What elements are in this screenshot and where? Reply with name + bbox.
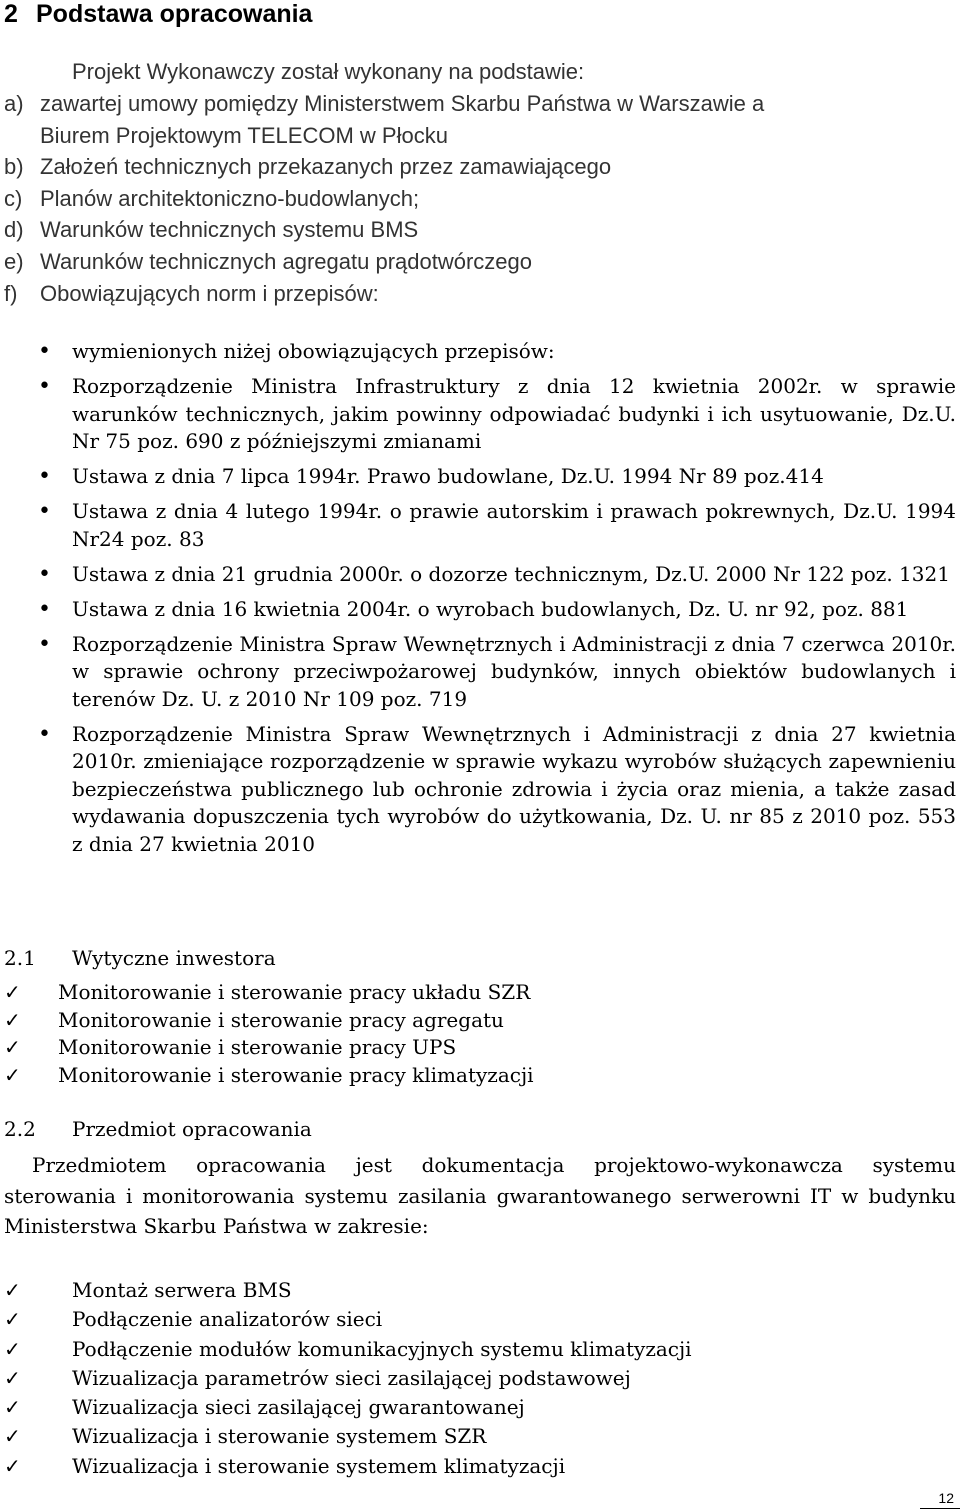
basis-list — [4, 88, 954, 309]
checkmark-icon: ✓ — [4, 1007, 21, 1032]
checkmark-icon: ✓ — [4, 1307, 21, 1332]
item-text: Wizualizacja sieci zasilającej gwarantowanej — [72, 1395, 525, 1420]
item-label — [4, 120, 40, 152]
checkmark-icon: ✓ — [4, 1062, 21, 1087]
item-label: c) — [4, 185, 23, 211]
subsection-number: 2.1 — [4, 946, 36, 970]
item-text: Wizualizacja parametrów sieci zasilającej podstawowej — [72, 1365, 631, 1390]
page-number: 12 — [938, 1490, 954, 1506]
regulation-item: • Rozporządzenie Ministra Spraw Wewnętrznych i Administracji z dnia 27 kwietnia 2010r. zmieniające rozporządzenie w sprawie wykazu wyrobów służących zapewnieniu bezpieczeństwa publicznego lub ochronie zdrowia i życia oraz mienia, a także zasad wydawania dopuszczenia tych wyrobów do użytkowania, Dz. U. nr 85 z 2010 poz. 553 z dnia 27 kwietnia 2010 — [38, 721, 956, 859]
item-text: Warunków technicznych systemu BMS — [40, 217, 419, 243]
list-item — [4, 1276, 904, 1305]
checkmark-icon: ✓ — [4, 1424, 21, 1449]
item-text: Podłączenie analizatorów sieci — [72, 1307, 383, 1332]
section-heading — [4, 0, 312, 28]
list-item — [4, 979, 704, 1007]
checkmark-icon: ✓ — [4, 1395, 21, 1420]
item-label: a) — [4, 91, 24, 116]
regulation-item: • Ustawa z dnia 7 lipca 1994r. Prawo budowlane, Dz.U. 1994 Nr 89 poz.414 — [38, 463, 956, 491]
regulation-item: • Rozporządzenie Ministra Infrastruktury z dnia 12 kwietnia 2002r. w sprawie warunków technicznych, jakim powinny odpowiadać budynki i ich usytuowanie, Dz.U. Nr 75 poz. 690 z późniejszymi zmianami — [38, 373, 956, 456]
list-item — [4, 1305, 904, 1334]
list-item — [4, 214, 954, 246]
subsection-title: Wytyczne inwestora — [72, 946, 276, 970]
checkmark-icon: ✓ — [4, 1035, 21, 1060]
list-item — [4, 1062, 704, 1090]
list-item — [4, 1364, 904, 1393]
item-text: Monitorowanie i sterowanie pracy UPS — [58, 1035, 457, 1060]
checkmark-icon: ✓ — [4, 1336, 21, 1361]
list-item — [4, 1422, 904, 1451]
scope-list — [4, 1276, 904, 1481]
section-title: Podstawa opracowania — [36, 0, 313, 28]
item-text: Wizualizacja i sterowanie systemem klimatyzacji — [72, 1453, 566, 1478]
list-item — [4, 246, 954, 278]
list-item — [4, 183, 954, 215]
subsection-title: Przedmiot opracowania — [72, 1117, 312, 1141]
list-item — [4, 1034, 704, 1062]
item-text: Biurem Projektowym TELECOM w Płocku — [40, 122, 448, 148]
list-item — [4, 120, 954, 152]
list-item — [4, 1335, 904, 1364]
footer-rule — [920, 1508, 960, 1509]
item-label: d) — [4, 217, 24, 243]
item-text: Monitorowanie i sterowanie pracy klimatyzacji — [58, 1062, 534, 1087]
scope-paragraph: Przedmiotem opracowania jest dokumentacja projektowo-wykonawcza systemu sterowania i monitorowania systemu zasilania gwarantowanego serwerowni IT w budynku Ministerstwa Skarbu Państwa w zakresie: — [4, 1153, 956, 1238]
list-item — [4, 151, 954, 183]
item-text: Założeń technicznych przekazanych przez zamawiającego — [40, 154, 612, 180]
item-text: Wizualizacja i sterowanie systemem SZR — [72, 1424, 487, 1449]
subsection-heading-2-2 — [4, 1115, 312, 1143]
item-text: zawartej umowy pomiędzy Ministerstwem Skarbu Państwa w Warszawie a — [40, 91, 765, 116]
item-text: Montaż serwera BMS — [72, 1278, 292, 1302]
regulation-item: • wymienionych niżej obowiązujących przepisów: — [38, 338, 956, 366]
subsection-number: 2.2 — [4, 1117, 36, 1141]
regulation-item: • Rozporządzenie Ministra Spraw Wewnętrznych i Administracji z dnia 7 czerwca 2010r. w sprawie ochrony przeciwpożarowej budynków, innych obiektów budowlanych i terenów Dz. U. z 2010 Nr 109 poz. 719 — [38, 631, 956, 714]
regulation-item: • Ustawa z dnia 4 lutego 1994r. o prawie autorskim i prawach pokrewnych, Dz.U. 1994 Nr24 poz. 83 — [38, 498, 956, 553]
list-item — [4, 1007, 704, 1035]
item-text: Monitorowanie i sterowanie pracy układu SZR — [58, 980, 531, 1004]
checkmark-icon: ✓ — [4, 1365, 21, 1390]
regulation-item: • Ustawa z dnia 21 grudnia 2000r. o dozorze technicznym, Dz.U. 2000 Nr 122 poz. 1321 — [38, 561, 956, 589]
investor-guidelines-list — [4, 979, 704, 1089]
item-text: Warunków technicznych agregatu prądotwórczego — [40, 248, 533, 274]
intro-text: Projekt Wykonawczy został wykonany na podstawie: — [72, 59, 585, 84]
regulation-item: • Ustawa z dnia 16 kwietnia 2004r. o wyrobach budowlanych, Dz. U. nr 92, poz. 881 — [38, 596, 956, 624]
list-item — [4, 278, 954, 310]
item-label: f) — [4, 280, 18, 306]
checkmark-icon: ✓ — [4, 1453, 21, 1478]
regulations-list — [38, 338, 956, 866]
item-text: Planów architektoniczno-budowlanych; — [40, 185, 420, 211]
checkmark-icon: ✓ — [4, 1278, 21, 1302]
item-text: Monitorowanie i sterowanie pracy agregatu — [58, 1007, 504, 1032]
section-number: 2 — [4, 0, 18, 28]
item-label: b) — [4, 154, 24, 180]
subsection-heading-2-1 — [4, 944, 276, 972]
item-label: e) — [4, 248, 24, 274]
item-text: Podłączenie modułów komunikacyjnych systemu klimatyzacji — [72, 1336, 692, 1361]
list-item — [4, 88, 954, 120]
list-item — [4, 1452, 904, 1481]
item-text: Obowiązujących norm i przepisów: — [40, 280, 379, 306]
list-item — [4, 1393, 904, 1422]
checkmark-icon: ✓ — [4, 980, 21, 1004]
